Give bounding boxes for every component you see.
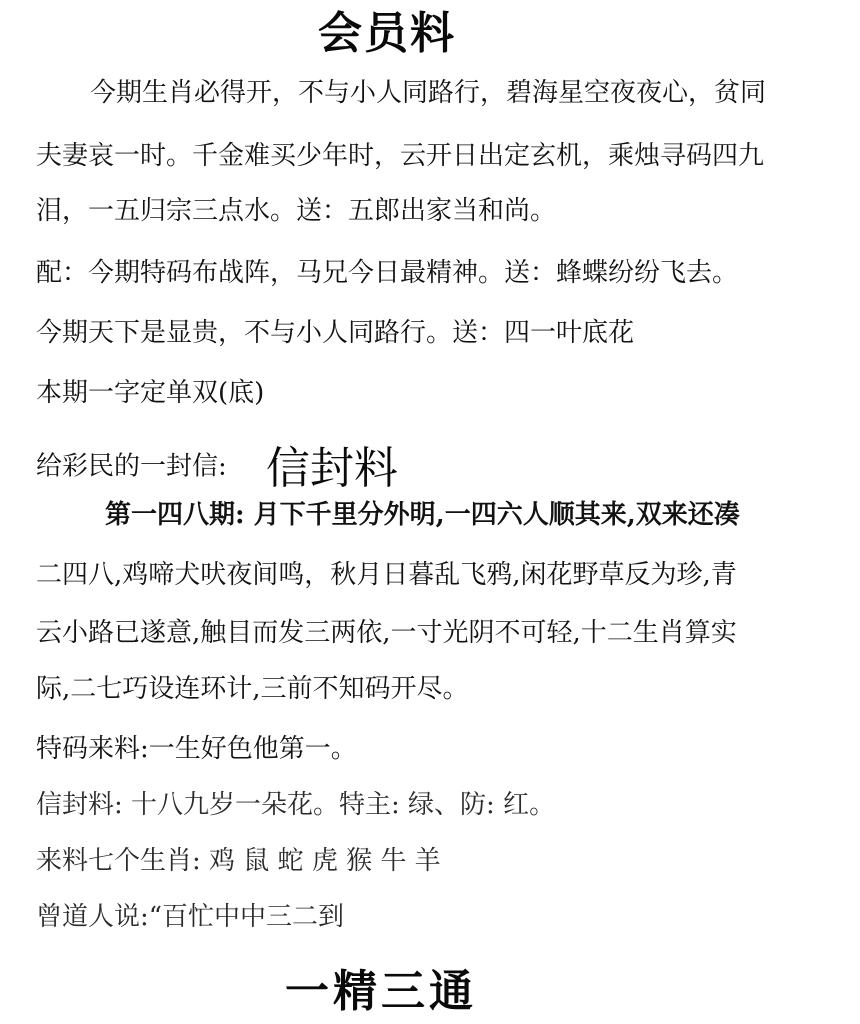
zodiac-line: 来料七个生肖: 鸡 鼠 蛇 虎 猴 牛 羊: [36, 846, 441, 876]
member-line-2: 夫妻哀一时。千金难买少年时，云开日出定玄机，乘烛寻码四九: [36, 141, 765, 171]
heading-envelope-material: 信封料: [265, 443, 398, 494]
taoist-line: 曾道人说:“百忙中中三二到: [36, 902, 345, 932]
member-line-4: 配：今期特码布战阵，马兄今日最精神。送：蜂蝶纷纷飞去。: [36, 258, 739, 288]
member-line-1: 今期生肖必得开，不与小人同路行，碧海星空夜夜心，贫同: [90, 78, 767, 108]
poem-line-1: 第一四八期: 月下千里分外明,一四六人顺其来,双来还凑: [105, 500, 740, 530]
poem-line-4: 际,二七巧设连环计,三前不知码开尽。: [36, 674, 469, 704]
member-line-3: 泪，一五归宗三点水。送：五郎出家当和尚。: [36, 196, 557, 226]
member-line-6: 本期一字定单双(底): [36, 378, 265, 408]
envelope-row: [36, 432, 398, 494]
special-code-line: 特码来料:一生好色他第一。: [36, 734, 357, 764]
envelope-label: 给彩民的一封信:: [36, 451, 227, 482]
heading-member-material: 会员料: [318, 8, 456, 59]
poem-line-2: 二四八,鸡啼犬吠夜间鸣，秋月日暮乱飞鸦,闲花野草反为珍,青: [36, 560, 737, 590]
poem-line-3: 云小路已遂意,触目而发三两依,一寸光阴不可轻,十二生肖算实: [36, 618, 737, 648]
member-line-5: 今期天下是显贵，不与小人同路行。送：四一叶底花: [36, 318, 635, 348]
envelope-material-line: 信封料: 十八九岁一朵花。特主: 绿、防: 红。: [36, 790, 556, 820]
heading-one-master-three: 一精三通: [285, 966, 477, 1017]
